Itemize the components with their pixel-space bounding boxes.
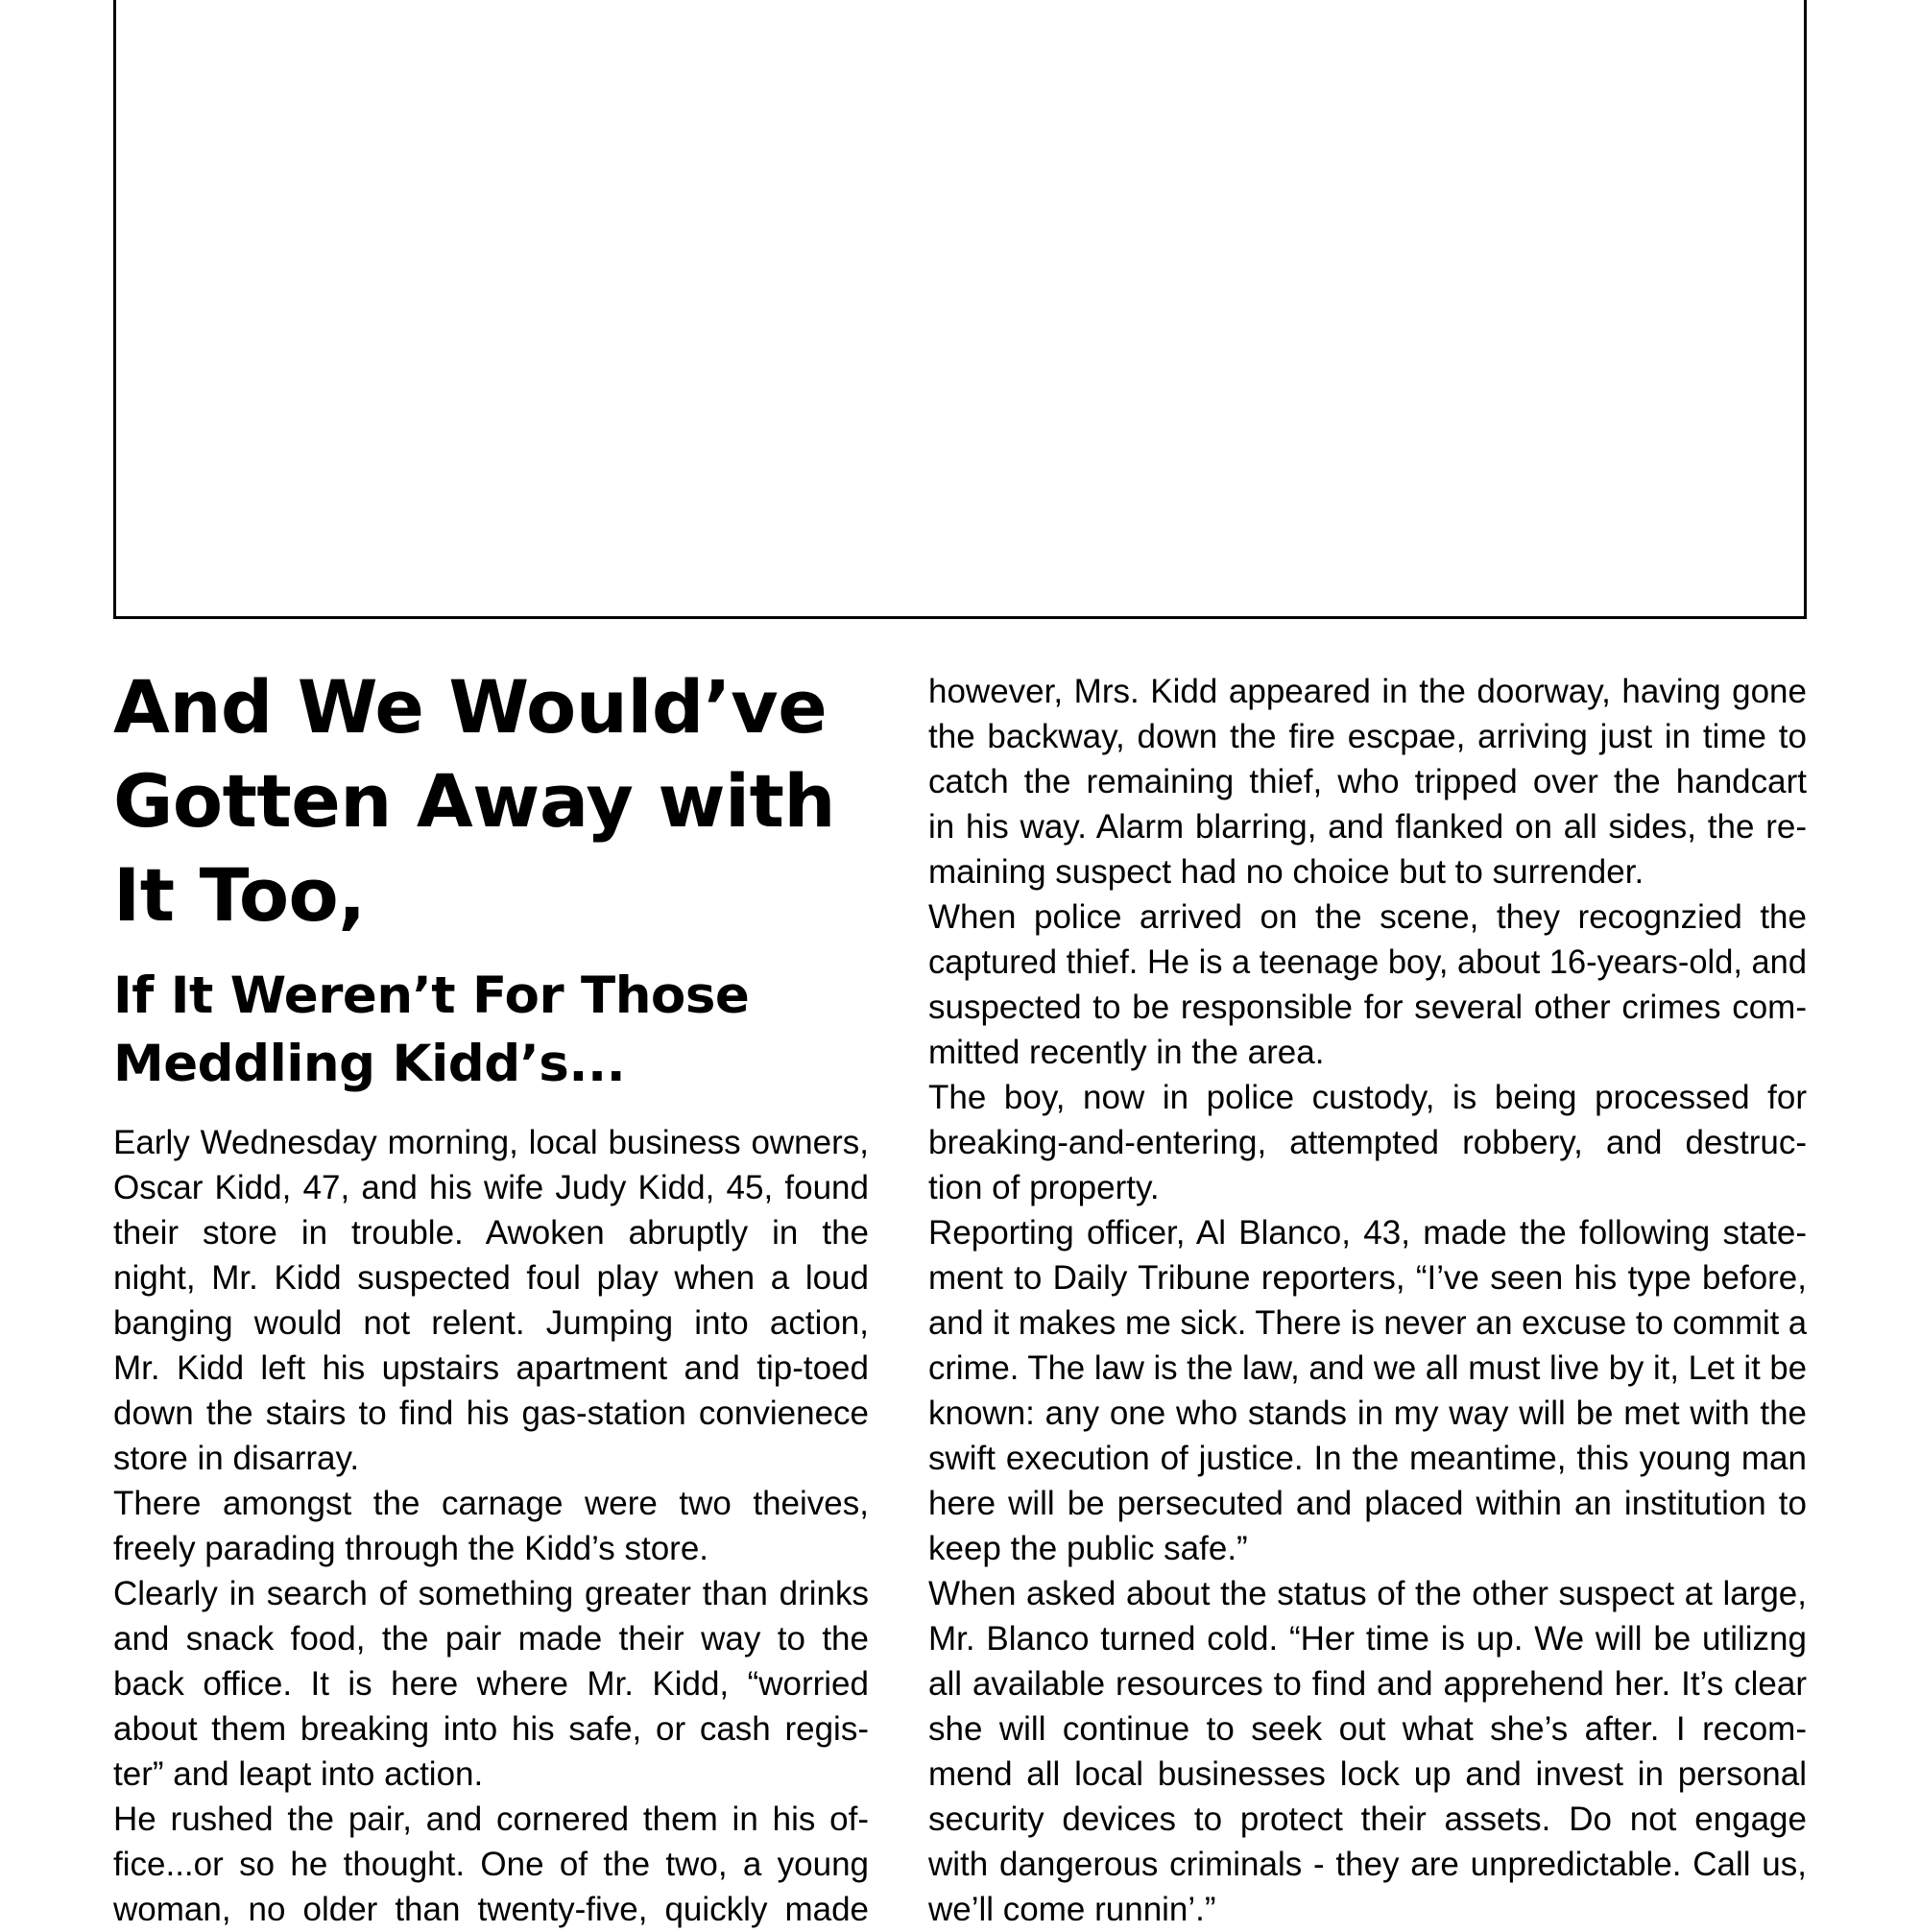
photo-placeholder-frame [113,0,1807,619]
body-text-line: Mr. Blanco turned cold. “Her time is up. We will be utilizng [928,1620,1807,1658]
body-text-line: catch the remaining thief, who tripped over the handcart [928,763,1807,800]
body-text-line: banging would not relent. Jumping into action, [113,1304,869,1342]
body-text-line: There amongst the carnage were two theives, [113,1485,869,1522]
body-text-line: captured thief. He is a teenage boy, about 16-years-old, and [928,943,1807,981]
body-text-line: ment to Daily Tribune reporters, “I’ve seen his type before, [928,1259,1807,1297]
body-text-line: He rushed the pair, and cornered them in his of- [113,1801,869,1838]
body-text-line: woman, no older than twenty-five, quickly made [113,1891,869,1928]
body-text-line: tion of property. [928,1169,1160,1206]
article-body-left-column [113,1120,869,1932]
body-text-line: Reporting officer, Al Blanco, 43, made the following state- [928,1214,1807,1252]
body-text-line: mitted recently in the area. [928,1034,1325,1071]
body-text-line: back office. It is here where Mr. Kidd, “worried [113,1665,869,1703]
body-text-line: here will be persecuted and placed within an institution to [928,1485,1807,1522]
body-text-line: Oscar Kidd, 47, and his wife Judy Kidd, 45, found [113,1169,869,1206]
body-text-line: keep the public safe.” [928,1530,1248,1567]
subheadline-line: If It Weren’t For Those [113,966,750,1025]
body-text-line: their store in trouble. Awoken abruptly in the [113,1214,869,1252]
headline-line: It Too, [113,852,366,938]
headline-line: And We Would’ve [113,664,828,750]
body-text-line: night, Mr. Kidd suspected foul play when a loud [113,1259,869,1297]
body-text-line: crime. The law is the law, and we all must live by it, Let it be [928,1349,1807,1387]
body-text-line: suspected to be responsible for several other crimes com- [928,989,1807,1026]
body-text-line: in his way. Alarm blarring, and flanked on all sides, the re- [928,808,1807,846]
body-text-line: down the stairs to find his gas-station convienece [113,1395,869,1432]
body-text-line: fice...or so he thought. One of the two, a young [113,1846,869,1883]
body-text-line: ter” and leapt into action. [113,1755,484,1793]
body-text-line: freely parading through the Kidd’s store. [113,1530,709,1567]
headline [113,660,881,942]
headline-line: Gotten Away with [113,758,836,844]
body-text-line: store in disarray. [113,1440,360,1477]
body-text-line: Mr. Kidd left his upstairs apartment and tip-toed [113,1349,869,1387]
body-text-line: the backway, down the fire escpae, arriving just in time to [928,718,1807,755]
body-text-line: however, Mrs. Kidd appeared in the doorway, having gone [928,673,1807,710]
body-text-line: security devices to protect their assets. Do not engage [928,1801,1807,1838]
subheadline-line: Meddling Kidd’s... [113,1035,626,1093]
body-text-line: and it makes me sick. There is never an excuse to commit a [928,1304,1807,1342]
body-text-line: When police arrived on the scene, they recognzied the [928,898,1807,936]
body-text-line: about them breaking into his safe, or cash regis- [113,1710,869,1748]
article-body-right-column [928,669,1807,1932]
subheadline [113,962,881,1098]
body-text-line: and snack food, the pair made their way to the [113,1620,869,1658]
body-text-line: breaking-and-entering, attempted robbery, and destruc- [928,1124,1807,1161]
body-text-line: all available resources to find and apprehend her. It’s clear [928,1665,1807,1703]
body-text-line: known: any one who stands in my way will be met with the [928,1395,1807,1432]
body-text-line: Clearly in search of something greater than drinks [113,1575,869,1612]
body-text-line: mend all local businesses lock up and invest in personal [928,1755,1807,1793]
body-text-line: swift execution of justice. In the meantime, this young man [928,1440,1807,1477]
body-text-line: we’ll come runnin’.” [928,1891,1216,1928]
body-text-line: maining suspect had no choice but to surrender. [928,853,1644,891]
body-text-line: with dangerous criminals - they are unpredictable. Call us, [928,1846,1807,1883]
body-text-line: Early Wednesday morning, local business owners, [113,1124,869,1161]
body-text-line: The boy, now in police custody, is being processed for [928,1079,1807,1116]
body-text-line: When asked about the status of the other suspect at large, [928,1575,1807,1612]
body-text-line: she will continue to seek out what she’s after. I recom- [928,1710,1807,1748]
